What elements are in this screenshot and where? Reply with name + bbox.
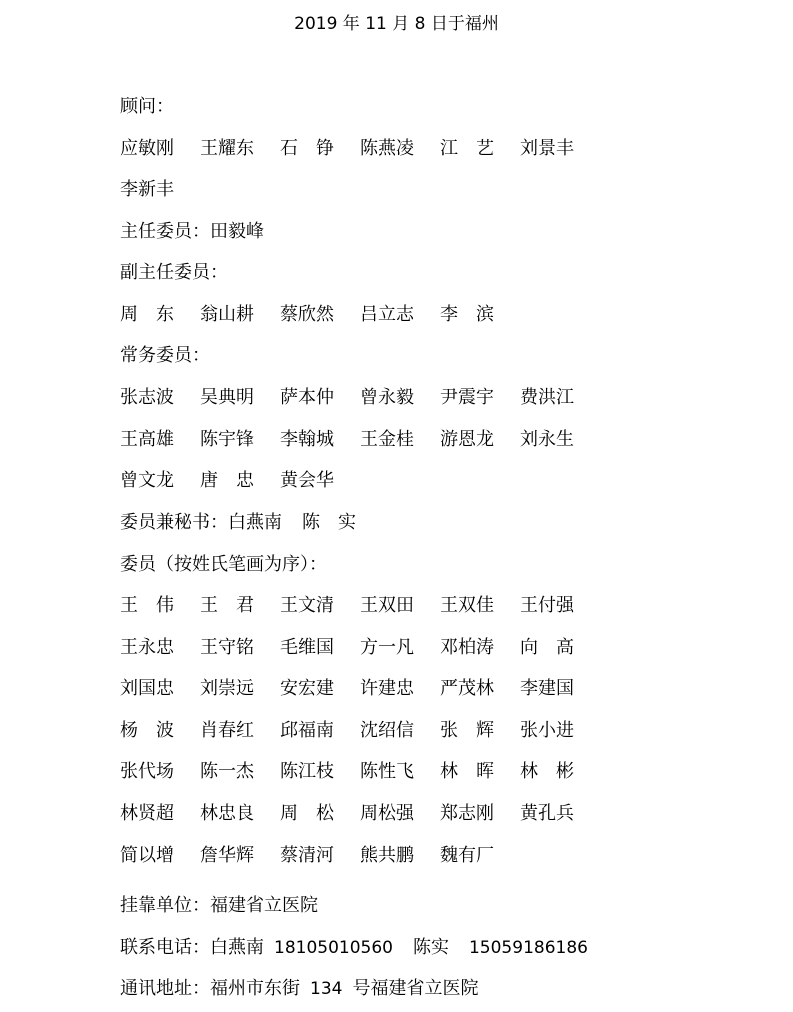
standing-row-3 <box>120 468 360 494</box>
address-number: 134 <box>310 979 343 999</box>
member-name: 严茂林 <box>440 678 494 699</box>
advisor-name: 陈燕凌 <box>360 138 414 159</box>
member-name: 王守铭 <box>200 637 254 658</box>
member-name: 魏有厂 <box>440 845 494 866</box>
advisor-name: 应敏刚 <box>120 138 174 159</box>
member-name: 简以增 <box>120 845 174 866</box>
address-city: 福州市东街 <box>210 978 300 999</box>
vice-chair-name: 翁山耕 <box>200 304 254 325</box>
member-name: 周松强 <box>360 803 414 824</box>
advisors-row-1 <box>120 136 600 162</box>
standing-name: 游恩龙 <box>440 429 494 450</box>
member-name: 王双佳 <box>440 595 494 616</box>
standing-name: 尹震宇 <box>440 387 494 408</box>
members-row-3 <box>120 676 600 702</box>
standing-name: 李翰城 <box>280 429 334 450</box>
member-name: 邱福南 <box>280 720 334 741</box>
members-row-1 <box>120 593 600 619</box>
date-line: 2019 年 11 月 8 日于福州 <box>294 14 499 34</box>
member-name: 王永忠 <box>120 637 174 658</box>
member-name: 周 松 <box>280 803 334 824</box>
member-name: 陈一杰 <box>200 761 254 782</box>
standing-name: 曾永毅 <box>360 387 414 408</box>
vice-chair-name: 周 东 <box>120 304 174 325</box>
member-name: 林 彬 <box>520 761 574 782</box>
member-name: 黄孔兵 <box>520 803 574 824</box>
standing-name: 萨本仲 <box>280 387 334 408</box>
secretary-name: 陈 实 <box>302 512 356 533</box>
advisors-row-2 <box>120 177 200 203</box>
advisors-label: 顾问： <box>120 96 174 117</box>
phone-number: 18105010560 <box>274 938 393 958</box>
member-name: 刘崇远 <box>200 678 254 699</box>
standing-name: 曾文龙 <box>120 470 174 491</box>
phone-contact-name: 陈实 <box>412 937 449 958</box>
standing-name: 黄会华 <box>280 470 334 491</box>
chair-name: 田毅峰 <box>210 221 264 242</box>
affiliation-label: 挂靠单位： <box>120 895 210 916</box>
vice-chair-name: 李 滨 <box>440 304 494 325</box>
member-name: 张代场 <box>120 761 174 782</box>
member-name: 王 君 <box>200 595 254 616</box>
vice-chairs-row <box>120 302 520 328</box>
standing-name: 唐 忠 <box>200 470 254 491</box>
phone-number: 15059186186 <box>468 938 588 958</box>
member-name: 林忠良 <box>200 803 254 824</box>
member-name: 毛维国 <box>280 637 334 658</box>
member-name: 詹华辉 <box>200 845 254 866</box>
standing-row-1 <box>120 385 600 411</box>
member-name: 许建忠 <box>360 678 414 699</box>
members-label: 委员（按姓氏笔画为序）： <box>120 554 327 575</box>
address-rest: 号福建省立医院 <box>352 978 479 999</box>
standing-name: 张志波 <box>120 387 174 408</box>
member-name: 陈性飞 <box>360 761 414 782</box>
members-row-6 <box>120 801 600 827</box>
phone-contact-name: 白燕南 <box>210 937 264 958</box>
phone-label: 联系电话： <box>120 937 210 958</box>
affiliation-line <box>120 893 318 919</box>
address-line <box>120 976 478 1002</box>
member-name: 杨 波 <box>120 720 174 741</box>
vice-chair-label: 副主任委员： <box>120 262 228 283</box>
standing-name: 王高雄 <box>120 429 174 450</box>
member-name: 王付强 <box>520 595 574 616</box>
member-name: 郑志刚 <box>440 803 494 824</box>
phone-line <box>120 935 588 961</box>
member-name: 林贤超 <box>120 803 174 824</box>
member-name: 方一凡 <box>360 637 414 658</box>
member-name: 刘国忠 <box>120 678 174 699</box>
standing-row-2 <box>120 427 600 453</box>
standing-name: 费洪江 <box>520 387 574 408</box>
advisor-name: 江 艺 <box>440 138 494 159</box>
member-name: 林 晖 <box>440 761 494 782</box>
secretary-name: 白燕南 <box>228 512 282 533</box>
members-row-7 <box>120 843 520 869</box>
advisor-name: 刘景丰 <box>520 138 574 159</box>
standing-name: 王金桂 <box>360 429 414 450</box>
member-name: 沈绍信 <box>360 720 414 741</box>
members-row-4 <box>120 718 600 744</box>
member-name: 肖春红 <box>200 720 254 741</box>
vice-chair-name: 吕立志 <box>360 304 414 325</box>
member-name: 向 高 <box>520 637 574 658</box>
member-name: 张 辉 <box>440 720 494 741</box>
advisor-name: 石 铮 <box>280 138 334 159</box>
member-name: 王双田 <box>360 595 414 616</box>
member-name: 熊共鹏 <box>360 845 414 866</box>
advisor-name: 李新丰 <box>120 179 174 200</box>
standing-name: 刘永生 <box>520 429 574 450</box>
member-name: 蔡清河 <box>280 845 334 866</box>
member-name: 张小进 <box>520 720 574 741</box>
member-name: 陈江枝 <box>280 761 334 782</box>
member-name: 王文清 <box>280 595 334 616</box>
affiliation-value: 福建省立医院 <box>210 895 318 916</box>
standing-name: 吴典明 <box>200 387 254 408</box>
member-name: 邓柏涛 <box>440 637 494 658</box>
chair-label: 主任委员： <box>120 221 210 242</box>
standing-label: 常务委员： <box>120 345 210 366</box>
standing-name: 陈宇锋 <box>200 429 254 450</box>
member-name: 王 伟 <box>120 595 174 616</box>
secretary-line <box>120 510 356 536</box>
advisor-name: 王耀东 <box>200 138 254 159</box>
members-row-2 <box>120 635 600 661</box>
address-label: 通讯地址： <box>120 978 210 999</box>
chair-line <box>120 219 264 245</box>
vice-chair-name: 蔡欣然 <box>280 304 334 325</box>
secretary-label: 委员兼秘书： <box>120 512 228 533</box>
member-name: 安宏建 <box>280 678 334 699</box>
member-name: 李建国 <box>520 678 574 699</box>
members-row-5 <box>120 759 600 785</box>
